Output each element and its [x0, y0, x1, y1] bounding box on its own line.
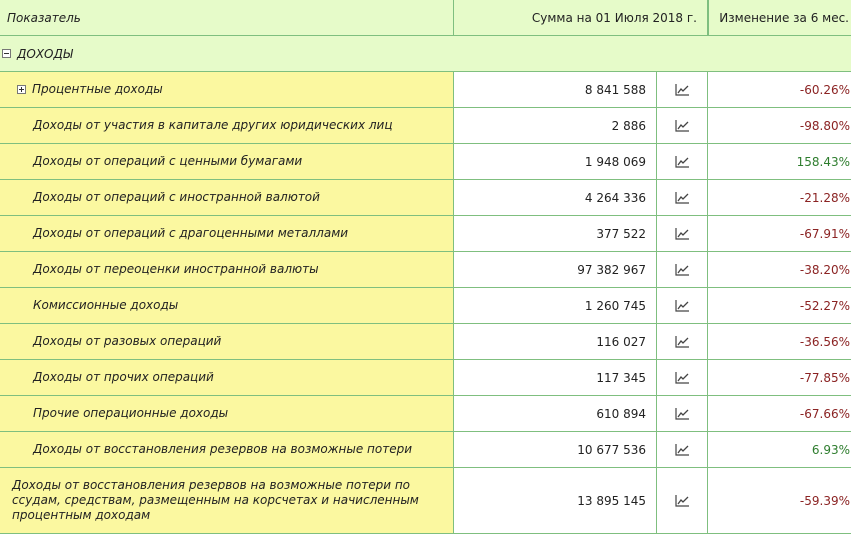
row-name: Процентные доходы — [32, 82, 163, 96]
row-name-cell — [0, 144, 454, 179]
row-chart-cell — [657, 216, 708, 251]
row-change: -38.20% — [799, 262, 850, 277]
row-sum-cell — [454, 396, 657, 431]
row-chart-cell — [657, 108, 708, 143]
row-sum: 377 522 — [596, 226, 646, 241]
row-name: Доходы от переоценки иностранной валюты — [33, 262, 319, 276]
line-chart-icon[interactable] — [675, 371, 690, 384]
row-change-cell — [708, 144, 851, 179]
row-change: -98.80% — [799, 118, 850, 133]
row-name-cell — [0, 180, 454, 215]
row-chart-cell — [657, 180, 708, 215]
section-row-income[interactable] — [0, 36, 851, 72]
table-row[interactable] — [0, 72, 851, 108]
line-chart-icon[interactable] — [675, 335, 690, 348]
section-title: ДОХОДЫ — [17, 46, 73, 61]
row-sum: 10 677 536 — [577, 442, 646, 457]
row-sum-cell — [454, 72, 657, 107]
row-name-cell — [0, 432, 454, 467]
row-name-cell — [0, 252, 454, 287]
row-chart-cell — [657, 252, 708, 287]
row-sum-cell — [454, 360, 657, 395]
row-chart-cell — [657, 396, 708, 431]
row-chart-cell — [657, 288, 708, 323]
row-change-cell — [708, 72, 851, 107]
line-chart-icon[interactable] — [675, 191, 690, 204]
row-sum-cell — [454, 468, 657, 533]
table-row[interactable] — [0, 144, 851, 180]
row-sum: 4 264 336 — [584, 190, 646, 205]
section-label — [0, 36, 73, 71]
row-name-cell — [0, 72, 454, 107]
row-change-cell — [708, 396, 851, 431]
column-header-change[interactable] — [708, 0, 851, 35]
row-sum-cell — [454, 432, 657, 467]
row-change-cell — [708, 180, 851, 215]
row-sum: 610 894 — [596, 406, 646, 421]
row-name: Доходы от операций с ценными бумагами — [33, 154, 303, 168]
row-sum-cell — [454, 108, 657, 143]
line-chart-icon[interactable] — [675, 494, 690, 507]
table-row[interactable] — [0, 324, 851, 360]
table-row[interactable] — [0, 432, 851, 468]
row-sum: 1 948 069 — [584, 154, 646, 169]
row-chart-cell — [657, 144, 708, 179]
table-row[interactable] — [0, 216, 851, 252]
row-name-cell — [0, 108, 454, 143]
row-change: -21.28% — [799, 190, 850, 205]
column-header-sum[interactable] — [454, 0, 708, 35]
row-sum: 97 382 967 — [577, 262, 646, 277]
table-row[interactable] — [0, 288, 851, 324]
line-chart-icon[interactable] — [675, 443, 690, 456]
row-sum: 13 895 145 — [577, 493, 646, 508]
row-name: Доходы от прочих операций — [33, 370, 214, 384]
row-change-cell — [708, 216, 851, 251]
row-name: Доходы от восстановления резервов на возможные потери по ссудам, средствам, размещенным на корсчетах и начисленным процентным доходам — [12, 478, 419, 522]
table-row[interactable] — [0, 360, 851, 396]
row-change-cell — [708, 288, 851, 323]
row-change-cell — [708, 432, 851, 467]
row-sum: 117 345 — [596, 370, 646, 385]
line-chart-icon[interactable] — [675, 83, 690, 96]
row-name: Доходы от восстановления резервов на возможные потери — [33, 442, 413, 456]
table-row[interactable] — [0, 468, 851, 534]
table-row[interactable] — [0, 396, 851, 432]
row-sum: 116 027 — [596, 334, 646, 349]
row-sum: 8 841 588 — [584, 82, 646, 97]
row-change: 158.43% — [796, 154, 850, 169]
row-name-cell — [0, 324, 454, 359]
row-change-cell — [708, 468, 851, 533]
row-sum: 2 886 — [611, 118, 646, 133]
row-name-cell — [0, 360, 454, 395]
row-name-cell — [0, 288, 454, 323]
row-change-cell — [708, 108, 851, 143]
row-name: Доходы от разовых операций — [33, 334, 222, 348]
collapse-minus-icon[interactable] — [2, 49, 11, 58]
row-sum-cell — [454, 324, 657, 359]
line-chart-icon[interactable] — [675, 263, 690, 276]
column-header-indicator-label: Показатель — [7, 10, 81, 25]
row-name: Доходы от операций с иностранной валютой — [33, 190, 320, 204]
line-chart-icon[interactable] — [675, 227, 690, 240]
row-change: -67.91% — [799, 226, 850, 241]
line-chart-icon[interactable] — [675, 299, 690, 312]
row-sum-cell — [454, 180, 657, 215]
row-sum-cell — [454, 144, 657, 179]
table-row[interactable] — [0, 108, 851, 144]
row-change: -60.26% — [799, 82, 850, 97]
row-sum: 1 260 745 — [584, 298, 646, 313]
column-header-change-label: Изменение за 6 мес. — [719, 10, 849, 25]
table-row[interactable] — [0, 180, 851, 216]
row-chart-cell — [657, 432, 708, 467]
row-name: Комиссионные доходы — [33, 298, 179, 312]
line-chart-icon[interactable] — [675, 155, 690, 168]
row-name-cell — [0, 468, 454, 533]
row-change: -67.66% — [799, 406, 850, 421]
line-chart-icon[interactable] — [675, 119, 690, 132]
expand-plus-icon[interactable] — [17, 85, 26, 94]
column-header-indicator[interactable] — [0, 0, 454, 35]
row-chart-cell — [657, 72, 708, 107]
row-chart-cell — [657, 360, 708, 395]
row-sum-cell — [454, 288, 657, 323]
line-chart-icon[interactable] — [675, 407, 690, 420]
row-sum-cell — [454, 252, 657, 287]
row-change: -36.56% — [799, 334, 850, 349]
row-name: Доходы от операций с драгоценными металлами — [33, 226, 349, 240]
column-header-sum-label: Сумма на 01 Июля 2018 г. — [531, 10, 697, 25]
row-name: Доходы от участия в капитале других юридических лиц — [33, 118, 393, 132]
row-chart-cell — [657, 324, 708, 359]
row-change-cell — [708, 360, 851, 395]
row-change-cell — [708, 324, 851, 359]
row-change: -59.39% — [799, 493, 850, 508]
row-change: 6.93% — [811, 442, 850, 457]
table-row[interactable] — [0, 252, 851, 288]
row-change-cell — [708, 252, 851, 287]
row-chart-cell — [657, 468, 708, 533]
table-header — [0, 0, 851, 36]
row-name: Прочие операционные доходы — [33, 406, 229, 420]
row-name-cell — [0, 396, 454, 431]
row-change: -52.27% — [799, 298, 850, 313]
row-name-cell — [0, 216, 454, 251]
row-change: -77.85% — [799, 370, 850, 385]
row-sum-cell — [454, 216, 657, 251]
